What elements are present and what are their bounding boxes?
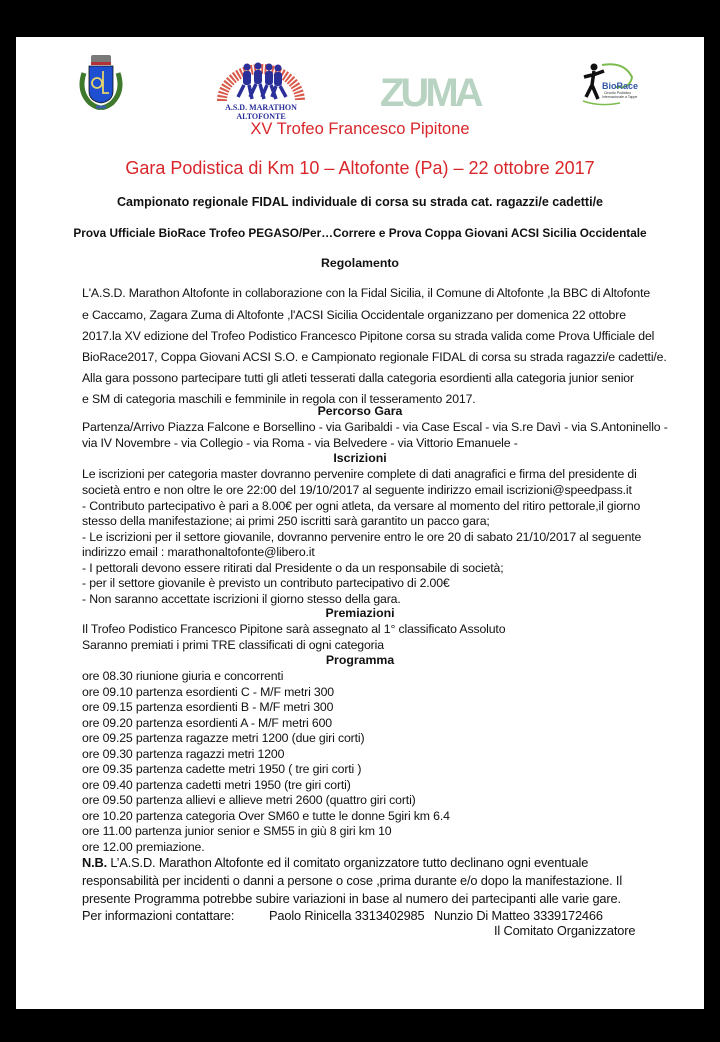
regolamento-line: BioRace2017, Coppa Giovani ACSI S.O. e Campionato regionale FIDAL di corsa su strada ragazzi/e cadetti/e. <box>82 350 667 364</box>
programma-item: ore 09.25 partenza ragazze metri 1200 (due giri corti) <box>82 731 365 745</box>
official-race-line: Prova Ufficiale BioRace Trofeo PEGASO/Per…Correre e Prova Coppa Giovani ACSI Sicilia Occidentale <box>73 226 647 240</box>
contacts-label: Per informazioni contattare: <box>82 908 235 923</box>
signature: Il Comitato Organizzatore <box>494 923 636 938</box>
regolamento-line: e Caccamo, Zagara Zuma di Altofonte ,l'ACSI Sicilia Occidentale organizzano per domenica 22 ottobre <box>82 308 626 322</box>
premiazioni-line: Il Trofeo Podistico Francesco Pipitone sarà assegnato al 1° classificato Assoluto <box>82 622 506 636</box>
programma-item: ore 09.35 partenza cadette metri 1950 ( tre giri corti ) <box>82 762 362 776</box>
programma-item: ore 10.20 partenza categoria Over SM60 e tutte le donne 5giri km 6.4 <box>82 809 450 823</box>
programma-item: ore 12.00 premiazione. <box>82 840 205 854</box>
marathon-logo-line2: ALTOFONTE <box>236 112 286 121</box>
nb-line: presente Programma potrebbe subire variazioni in base al numero dei partecipanti alle varie gare. <box>82 891 621 906</box>
iscrizioni-line: - Contributo partecipativo è pari a 8.00€ per ogni atleta, da versare al momento del ritiro pettorale,il giorno <box>82 499 641 513</box>
comune-coat-of-arms-logo <box>76 53 126 113</box>
iscrizioni-line: società entro e non oltre le ore 22:00 del 19/10/2017 al seguente indirizzo email iscrizioni@speedpass.it <box>82 483 632 497</box>
iscrizioni-heading: Iscrizioni <box>333 451 387 465</box>
regolamento-line: e SM di categoria maschili e femminile in regola con il tesseramento 2017. <box>82 392 476 406</box>
runners-icon <box>216 61 306 103</box>
event-subtitle: Gara Podistica di Km 10 – Altofonte (Pa) – 22 ottobre 2017 <box>125 158 595 178</box>
iscrizioni-line: - per il settore giovanile è previsto un contributo partecipativo di 2.00€ <box>82 576 450 590</box>
event-title: XV Trofeo Francesco Pipitone <box>250 120 470 138</box>
nb-text: L’A.S.D. Marathon Altofonte ed il comitato organizzatore tutto declinano ogni eventuale <box>107 855 589 870</box>
championship-line: Campionato regionale FIDAL individuale di corsa su strada cat. ragazzi/e cadetti/e <box>116 195 603 209</box>
programma-item: ore 09.30 partenza ragazzi metri 1200 <box>82 747 285 761</box>
biorace-logo-line3: Internazionale a Tappe <box>602 95 638 99</box>
iscrizioni-line: - Non saranno accettate iscrizioni il giorno stesso della gara. <box>82 592 401 606</box>
biorace-logo-text: BioRace <box>602 81 639 91</box>
iscrizioni-line: indirizzo email : marathonaltofonte@libero.it <box>82 545 315 559</box>
contact-nunzio: Nunzio Di Matteo 3339172466 <box>434 908 603 923</box>
nb-label: N.B. <box>82 855 107 870</box>
iscrizioni-line: Le iscrizioni per categoria master dovranno pervenire complete di dati anagrafici e firma del presidente di <box>82 467 637 481</box>
premiazioni-heading: Premiazioni <box>325 606 395 620</box>
programma-item: ore 08.30 riunione giuria e concorrenti <box>82 669 284 683</box>
percorso-line: via IV Novembre - via Collegio - via Roma - via Belvedere - via Vittorio Emanuele - <box>82 436 518 450</box>
programma-item: ore 09.15 partenza esordienti B - M/F metri 300 <box>82 700 334 714</box>
percorso-line: Partenza/Arrivo Piazza Falcone e Borsellino - via Garibaldi - via Case Escal - via S.re Davì - via S.Antoninello - <box>82 420 668 434</box>
coat-of-arms-icon <box>76 53 126 113</box>
regolamento-line: L'A.S.D. Marathon Altofonte in collaborazione con la Fidal Sicilia, il Comune di Altofonte ,la BBC di Altofonte <box>82 286 651 300</box>
regolamento-line: 2017.la XV edizione del Trofeo Podistico Francesco Pipitone corsa su strada valida come Prova Ufficiale del <box>82 329 655 343</box>
marathon-altofonte-logo <box>216 61 306 121</box>
regolamento-line: Alla gara possono partecipare tutti gli atleti tesserati dalla categoria esordienti alla categoria junior senior <box>82 371 634 385</box>
premiazioni-line: Saranno premiati i primi TRE classificati di ogni categoria <box>82 638 384 652</box>
percorso-heading: Percorso Gara <box>317 404 403 418</box>
nb-line <box>82 855 588 870</box>
regolamento-heading: Regolamento <box>321 256 399 270</box>
document-page <box>16 37 704 1009</box>
nb-line: responsabilità per incidenti o danni a persone o cose ,prima durante e/o dopo la manifestazione. Il <box>82 873 623 888</box>
programma-heading: Programma <box>325 653 395 667</box>
programma-item: ore 09.20 partenza esordienti A - M/F metri 600 <box>82 716 332 730</box>
iscrizioni-line: - Le iscrizioni per il settore giovanile, dovranno pervenire entro le ore 20 di sabato 21/10/2017 al seguente <box>82 530 642 544</box>
programma-item: ore 09.50 partenza allievi e allieve metri 2600 (quattro giri corti) <box>82 793 416 807</box>
programma-item: ore 11.00 partenza junior senior e SM55 in giù 8 giri km 10 <box>82 824 392 838</box>
biorace-logo-line2: Circuito Podistico <box>604 91 632 95</box>
biorace-logo <box>580 59 640 109</box>
programma-item: ore 09.10 partenza esordienti C - M/F metri 300 <box>82 685 334 699</box>
contact-paolo: Paolo Rinicella 3313402985 <box>269 908 425 923</box>
programma-item: ore 09.40 partenza cadetti metri 1950 (tre giri corti) <box>82 778 351 792</box>
zuma-logo-text: ZUMA <box>380 71 480 115</box>
marathon-logo-line1: A.S.D. MARATHON <box>225 103 297 112</box>
iscrizioni-line: - I pettorali devono essere ritirati dal Presidente o da un responsabile di società; <box>82 561 504 575</box>
iscrizioni-line: stesso della manifestazione; ai primi 250 iscritti sarà garantito un pacco gara; <box>82 514 490 528</box>
zuma-logo <box>380 73 510 113</box>
